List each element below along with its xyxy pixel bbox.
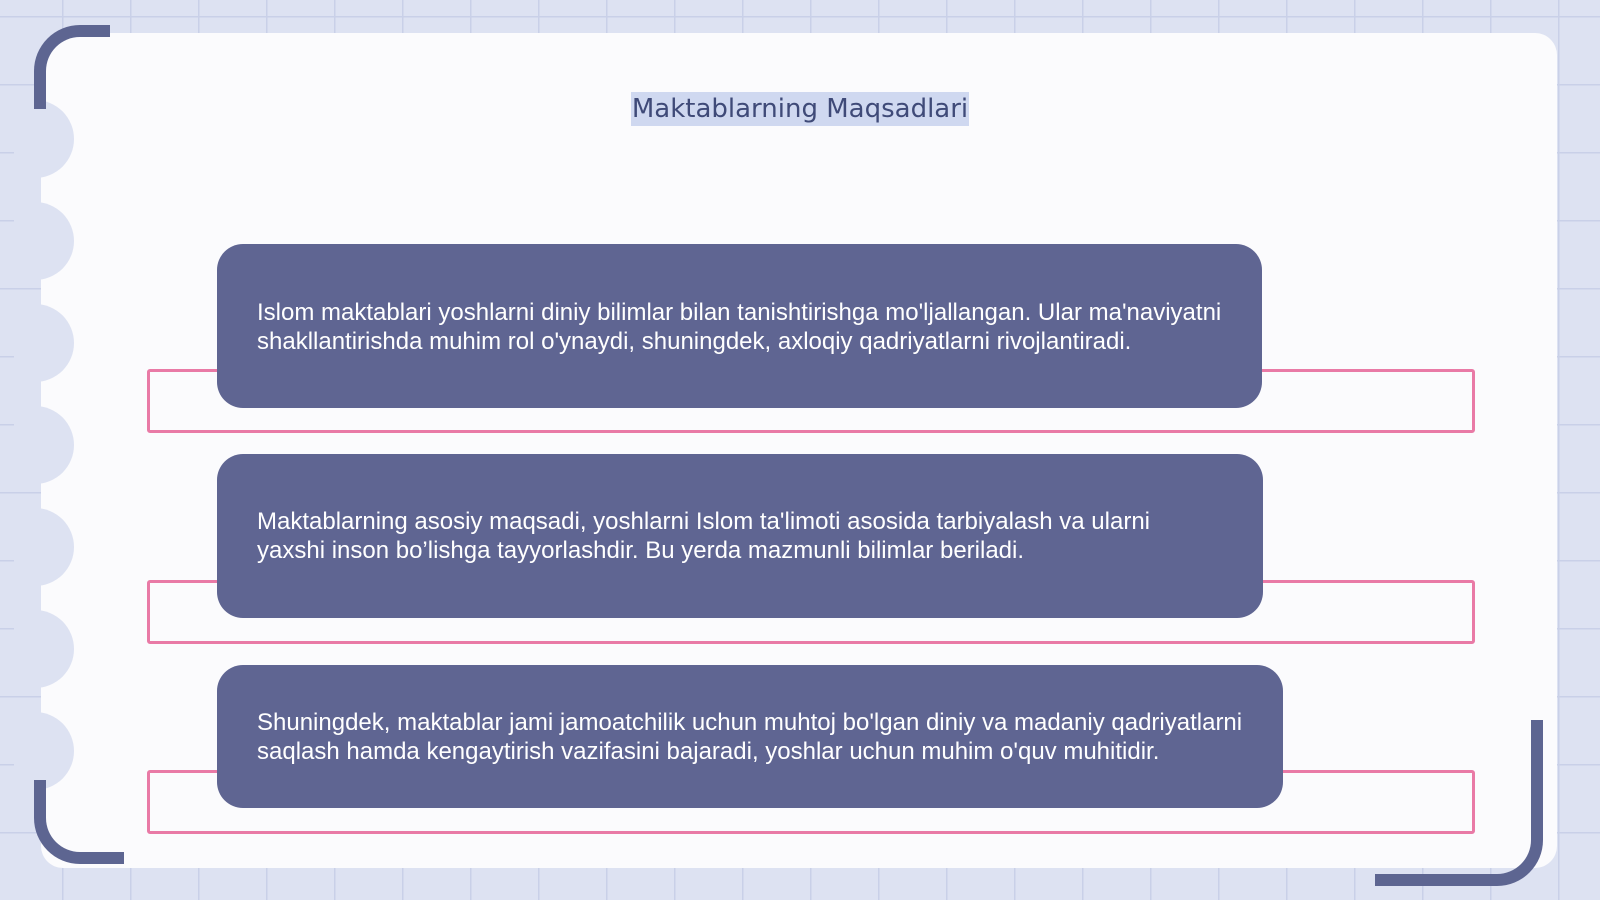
slide-title: Maktablarning Maqsadlari <box>631 94 969 124</box>
goal-card-3 <box>217 665 1283 808</box>
goal-card-1 <box>217 244 1262 408</box>
goal-card-text: Islom maktablari yoshlarni diniy bilimlar bilan tanishtirishga mo'ljallangan. Ular ma'naviyatni shakllantirishda muhim rol o'ynaydi, shuningdek, axloqiy qadriyatlarni rivojlantiradi. <box>257 299 1222 355</box>
goal-card-text: Maktablarning asosiy maqsadi, yoshlarni Islom ta'limoti asosida tarbiyalash va ularni yaxshi inson bo’lishga tayyorlashdir. Bu yerda mazmunli bilimlar beriladi. <box>257 508 1150 564</box>
goal-card-text: Shuningdek, maktablar jami jamoatchilik uchun muhtoj bo'lgan diniy va madaniy qadriyatlarni saqlash hamda kengaytirish vazifasini bajaradi, yoshlar uchun muhim o'quv muhitidir. <box>257 708 1243 765</box>
corner-bracket-bottom-left <box>34 780 124 864</box>
goal-card-2 <box>217 454 1263 618</box>
slide-title-wrap <box>0 94 1600 124</box>
